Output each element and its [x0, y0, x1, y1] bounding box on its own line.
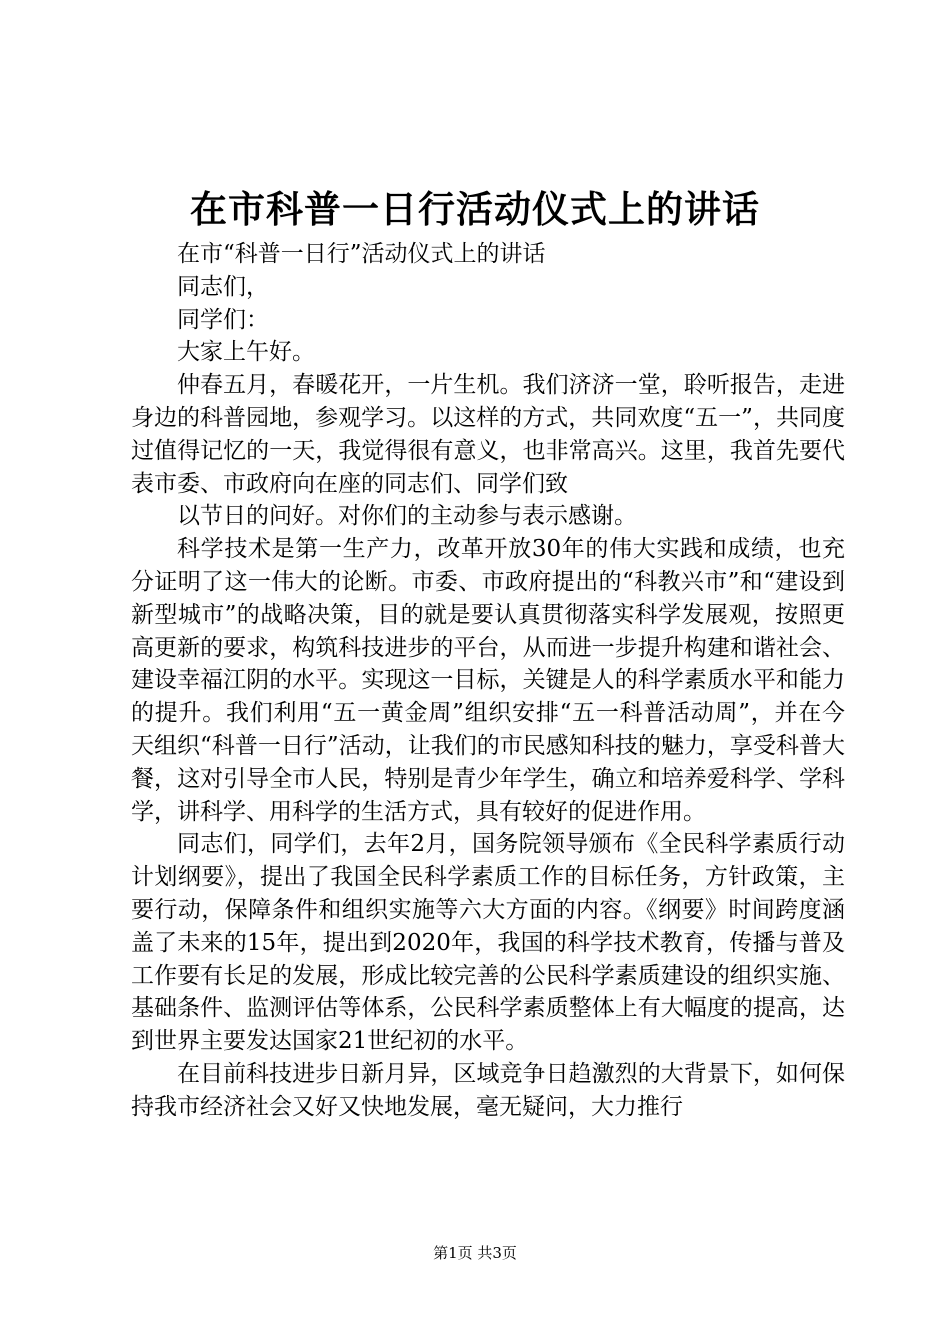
paragraph-good-morning: 大家上午好。 — [177, 339, 315, 366]
paragraph-body: 科学技术是第一生产力，改革开放30年的伟大实践和成绩，也充分证明了这一伟大的论断。市委、市政府提出的“科教兴市”和“建设到新型城市”的战略决策，目的就是要认真贯彻落实科学发展观，按照更高更新的要求，构筑科技进步的平台，从而进一步提升构建和谐社会、建设幸福江阴的水平。实现这一目标，关键是人的科学素质水平和能力的提升。我们利用“五一黄金周”组织安排“五一科普活动周”，并在今天组织“科普一日行”活动，让我们的市民感知科技的魅力，享受科普大餐，这对引导全市人民，特别是青少年学生，确立和培养爱科学、学科学，讲科学、用科学的生活方式，具有较好的促进作用。 — [131, 536, 845, 825]
paragraph-subtitle: 在市“科普一日行”活动仪式上的讲话 — [177, 241, 546, 267]
document-body — [131, 238, 845, 1124]
page-footer: 第1页 共3页 — [433, 1244, 517, 1262]
paragraph-greeting-students: 同学们： — [177, 306, 269, 333]
paragraph-body: 在目前科技进步日新月异，区域竞争日趋激烈的大背景下，如何保持我市经济社会又好又快地发展，毫无疑问，大力推行 — [131, 1060, 845, 1120]
paragraph-greeting-comrades: 同志们， — [177, 273, 269, 300]
document-title: 在市科普一日行活动仪式上的讲话 — [190, 187, 760, 231]
paragraph-body: 仲春五月，春暖花开，一片生机。我们济济一堂，聆听报告，走进身边的科普园地，参观学习。以这样的方式，共同欢度“五一”，共同度过值得记忆的一天，我觉得很有意义，也非常高兴。这里，我首先要代表市委、市政府向在座的同志们、同学们致 — [131, 372, 845, 497]
paragraph-body: 以节日的问好。对你们的主动参与表示感谢。 — [177, 503, 637, 530]
paragraph-body: 同志们，同学们，去年2月，国务院领导颁布《全民科学素质行动计划纲要》，提出了我国全民科学素质工作的目标任务，方针政策，主要行动，保障条件和组织实施等六大方面的内容。《纲要》时间跨度涵盖了未来的15年，提出到2020年，我国的科学技术教育，传播与普及工作要有长足的发展，形成比较完善的公民科学素质建设的组织实施、基础条件、监测评估等体系，公民科学素质整体上有大幅度的提高，达到世界主要发达国家21世纪初的水平。 — [131, 831, 845, 1055]
